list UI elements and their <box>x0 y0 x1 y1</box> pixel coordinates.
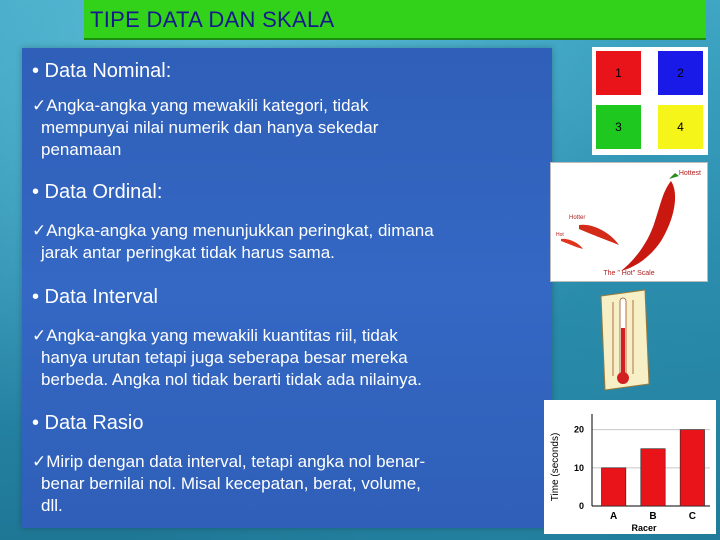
tile-1-label: 1 <box>615 66 622 80</box>
thermometer-icon <box>593 288 653 393</box>
thermometer-image <box>593 288 653 393</box>
tile-1 <box>596 51 641 95</box>
tile-2 <box>658 51 703 95</box>
xtick-label-A: A <box>610 511 618 522</box>
label-hottest: Hottest <box>678 170 701 177</box>
chili-large-icon <box>621 181 675 271</box>
hot-scale-caption: The " Hot" Scale <box>603 270 655 277</box>
xtick-label-B: B <box>649 511 657 522</box>
nominal-line-1: ✓Angka-angka yang mewakili kategori, tidak <box>32 96 369 115</box>
nominal-line-3: penamaan <box>41 140 122 159</box>
label-hot: Hot <box>556 232 564 238</box>
bar-A <box>601 468 625 506</box>
bar-chart-svg <box>544 400 716 534</box>
bar-C <box>680 430 704 506</box>
ratio-bar-chart <box>544 400 716 534</box>
heading-interval: • Data Interval <box>32 286 158 308</box>
ytick-label-10: 10 <box>573 462 584 473</box>
title-bar <box>84 0 706 40</box>
chili-stem-icon <box>669 173 679 179</box>
ytick-label-0: 0 <box>578 501 584 511</box>
rasio-line-1: ✓Mirip dengan data interval, tetapi angka nol benar- <box>32 452 426 471</box>
hot-scale-image <box>550 162 708 282</box>
content-panel <box>22 48 552 528</box>
chili-peppers-illustration <box>551 163 707 281</box>
heading-ordinal: • Data Ordinal: <box>32 181 163 203</box>
nominal-line-2: mempunyai nilai numerik dan hanya sekedar <box>41 118 379 137</box>
tile-4 <box>658 105 703 149</box>
ordinal-line-1: ✓Angka-angka yang menunjukkan peringkat, dimana <box>32 221 434 240</box>
chili-small-icon <box>561 239 583 249</box>
heading-nominal: • Data Nominal: <box>32 60 172 82</box>
interval-line-3: berbeda. Angka nol tidak berarti tidak ada nilainya. <box>41 370 422 389</box>
tile-3 <box>596 105 641 149</box>
rasio-line-2: benar bernilai nol. Misal kecepatan, berat, volume, <box>41 474 421 493</box>
interval-line-1: ✓Angka-angka yang mewakili kuantitas riil, tidak <box>32 326 398 345</box>
tile-3-label: 3 <box>615 120 622 134</box>
slide-title: TIPE DATA DAN SKALA <box>90 7 335 32</box>
heading-rasio: • Data Rasio <box>32 412 144 434</box>
rasio-line-3: dll. <box>41 496 63 515</box>
tile-2-label: 2 <box>677 66 684 80</box>
nominal-tiles <box>592 47 708 155</box>
interval-line-2: hanya urutan tetapi juga seberapa besar mereka <box>41 348 408 367</box>
chart-xlabel: Racer <box>631 523 657 533</box>
label-hotter: Hotter <box>569 215 586 221</box>
tile-4-label: 4 <box>677 120 684 134</box>
ytick-label-20: 20 <box>573 424 584 435</box>
xtick-label-C: C <box>688 511 696 522</box>
bar-B <box>641 449 665 506</box>
chili-medium-icon <box>579 225 619 245</box>
ordinal-line-2: jarak antar peringkat tidak harus sama. <box>41 243 335 262</box>
chart-ylabel: Time (seconds) <box>550 432 561 502</box>
